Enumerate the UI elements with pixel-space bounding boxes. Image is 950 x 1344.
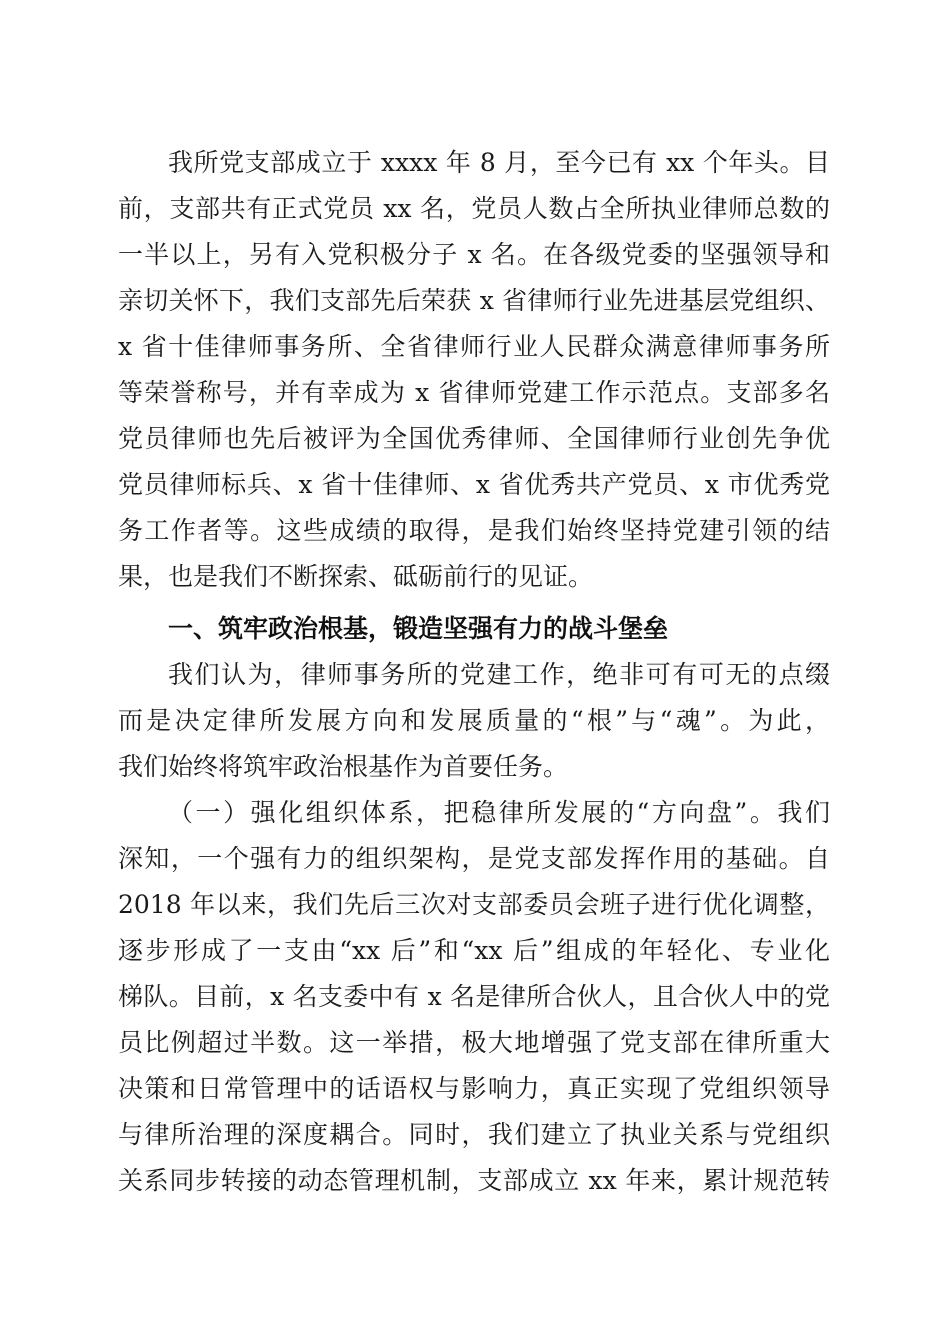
paragraph-3-line-5: 梯队。目前，x 名支委中有 x 名是律所合伙人，且合伙人中的党 <box>118 982 830 1011</box>
paragraph-1-line-1: 我所党支部成立于 xxxx 年 8 月，至今已有 xx 个年头。目 <box>168 148 830 177</box>
paragraph-3-line-4: 逐步形成了一支由“xx 后”和“xx 后”组成的年轻化、专业化 <box>118 936 830 965</box>
paragraph-1-line-9: 务工作者等。这些成绩的取得，是我们始终坚持党建引领的结 <box>118 516 830 545</box>
paragraph-3-line-7: 决策和日常管理中的话语权与影响力，真正实现了党组织领导 <box>118 1074 830 1103</box>
paragraph-3-line-9: 关系同步转接的动态管理机制，支部成立 xx 年来，累计规范转 <box>118 1166 830 1195</box>
paragraph-3-line-1: （一）强化组织体系，把稳律所发展的“方向盘”。我们 <box>168 798 830 827</box>
paragraph-3-line-2: 深知，一个强有力的组织架构，是党支部发挥作用的基础。自 <box>118 844 830 873</box>
paragraph-1-line-3: 一半以上，另有入党积极分子 x 名。在各级党委的坚强领导和 <box>118 240 830 269</box>
paragraph-1-line-4: 亲切关怀下，我们支部先后荣获 x 省律师行业先进基层党组织、 <box>118 286 830 315</box>
paragraph-2-line-2: 而是决定律所发展方向和发展质量的“根”与“魂”。为此， <box>118 706 830 735</box>
paragraph-1-line-2: 前，支部共有正式党员 xx 名，党员人数占全所执业律师总数的 <box>118 194 830 223</box>
paragraph-2-line-3: 我们始终将筑牢政治根基作为首要任务。 <box>118 752 569 781</box>
paragraph-3-line-6: 员比例超过半数。这一举措，极大地增强了党支部在律所重大 <box>118 1028 830 1057</box>
paragraph-1-line-8: 党员律师标兵、x 省十佳律师、x 省优秀共产党员、x 市优秀党 <box>118 470 830 499</box>
paragraph-1-line-5: x 省十佳律师事务所、全省律师行业人民群众满意律师事务所 <box>118 332 830 361</box>
section-1-heading: 一、筑牢政治根基，锻造坚强有力的战斗堡垒 <box>168 614 669 643</box>
paragraph-3-line-8: 与律所治理的深度耦合。同时，我们建立了执业关系与党组织 <box>118 1120 830 1149</box>
paragraph-1-line-6: 等荣誉称号，并有幸成为 x 省律师党建工作示范点。支部多名 <box>118 378 830 407</box>
paragraph-3-line-3: 2018 年以来，我们先后三次对支部委员会班子进行优化调整， <box>118 890 830 919</box>
paragraph-1-line-7: 党员律师也先后被评为全国优秀律师、全国律师行业创先争优 <box>118 424 830 453</box>
paragraph-2-line-1: 我们认为，律师事务所的党建工作，绝非可有可无的点缀 <box>168 660 830 689</box>
paragraph-1-line-10: 果，也是我们不断探索、砥砺前行的见证。 <box>118 562 594 591</box>
